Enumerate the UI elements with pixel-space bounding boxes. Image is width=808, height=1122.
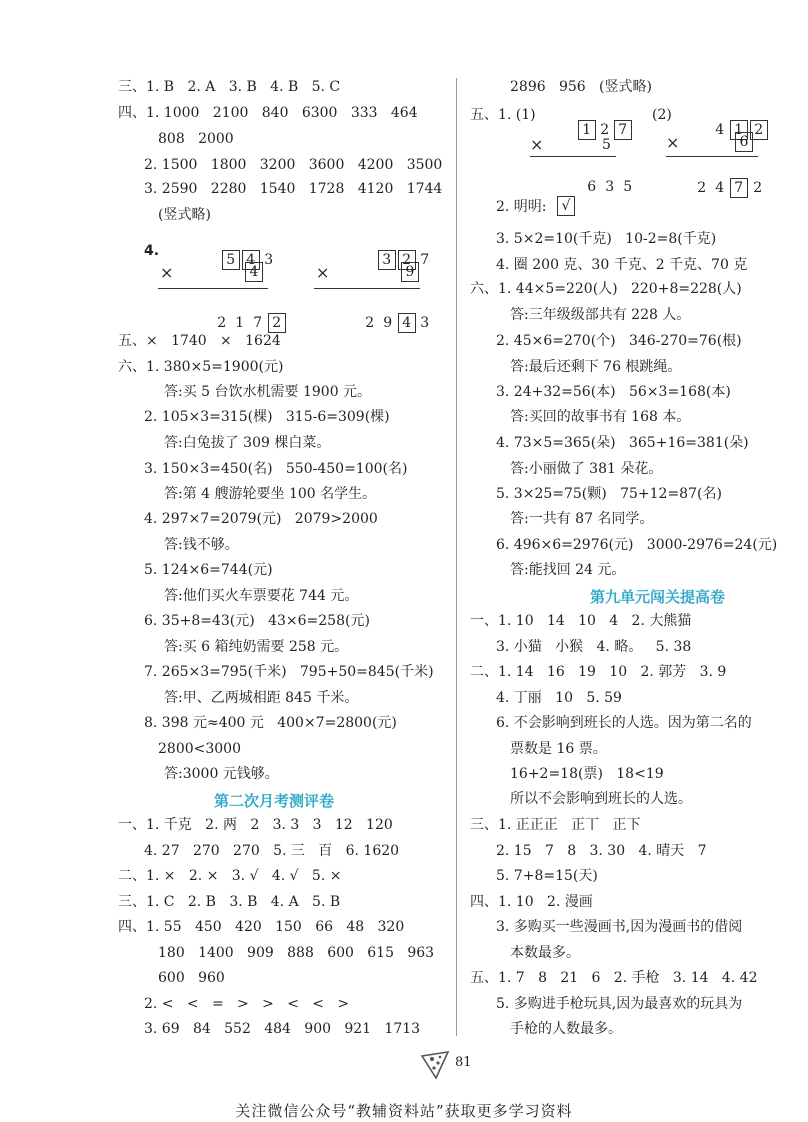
blank-box: 4 xyxy=(245,262,263,282)
answer-line: 3. 2590 2280 1540 1728 4120 1744 xyxy=(144,181,443,197)
answer-line: 3. 多购买一些漫画书,因为漫画书的借阅 xyxy=(496,919,743,935)
answer-line: 答:3000 元钱够。 xyxy=(164,766,279,782)
answer-line: 5. 多购进手枪玩具,因为最喜欢的玩具为 xyxy=(496,996,743,1012)
answer-line: 二、1. × 2. × 3. √ 4. √ 5. × xyxy=(118,868,342,884)
column-divider xyxy=(456,78,457,1036)
answer-line: 答:甲、乙两城相距 845 千米。 xyxy=(164,690,359,706)
answer-line: 答:钱不够。 xyxy=(164,537,239,553)
answer-line: 四、1. 1000 2100 840 6300 333 464 xyxy=(118,105,418,121)
answer-line: 答:白兔拔了 309 棵白菜。 xyxy=(164,435,331,451)
answer-line: 答:第 4 艘游轮要坐 100 名学生。 xyxy=(164,486,377,502)
vertical-multiplication-4 xyxy=(666,100,766,196)
section-title: 第九单元闯关提高卷 xyxy=(590,588,726,606)
blank-box: 7 xyxy=(730,178,748,198)
blank-box: 9 xyxy=(401,262,419,282)
blank-box: 4 xyxy=(398,313,416,333)
answer-line: 180 1400 909 888 600 615 963 xyxy=(158,945,435,961)
answer-line: 16+2=18(票) 18<19 xyxy=(510,766,664,782)
answer-line: 答:三年级级部共有 228 人。 xyxy=(510,307,691,323)
times-sign: × xyxy=(316,263,330,282)
answer-line: 四、1. 10 2. 漫画 xyxy=(470,894,593,910)
digit: 7 xyxy=(420,252,430,268)
rule-line xyxy=(530,156,616,157)
digit: 2 xyxy=(365,315,375,331)
section-title: 第二次月考测评卷 xyxy=(214,792,335,810)
answer-line: 4. 27 270 270 5. 三 百 6. 1620 xyxy=(144,843,400,859)
answer-line: 2800<3000 xyxy=(158,741,241,757)
answer-line: 答:能找回 24 元。 xyxy=(510,562,626,578)
answer-line: 3. 24+32=56(本) 56×3=168(本) xyxy=(496,384,731,400)
answer-line: 808 2000 xyxy=(158,131,234,147)
digit: 1 xyxy=(235,315,245,331)
answer-line: 票数是 16 票。 xyxy=(510,741,607,757)
answer-line: 2. 105×3=315(棵) 315-6=309(棵) xyxy=(144,409,390,425)
blank-box: 5 xyxy=(222,250,240,270)
answer-line: 答:小丽做了 381 朵花。 xyxy=(510,461,663,477)
check-box: √ xyxy=(557,196,575,216)
answer-line: 6. 496×6=2976(元) 3000-2976=24(元) xyxy=(496,537,778,553)
answer-line: 5. 3×25=75(颗) 75+12=87(名) xyxy=(496,486,722,502)
answer-line: 答:最后还剩下 76 根跳绳。 xyxy=(510,359,682,375)
pizza-logo-icon xyxy=(418,1048,452,1082)
answer-line: 3. 5×2=10(千克) 10-2=8(千克) xyxy=(496,231,717,247)
digit: 4 xyxy=(715,122,725,138)
times-sign: × xyxy=(666,133,680,152)
answer-line: 2. 明明: xyxy=(496,199,547,215)
digit: 5 xyxy=(602,137,611,153)
answer-line: 3. 150×3=450(名) 550-450=100(名) xyxy=(144,461,408,477)
answer-line: 一、1. 10 14 10 4 2. 大熊猫 xyxy=(470,613,692,629)
question-number: 4. xyxy=(144,243,160,259)
digit: 2 xyxy=(600,122,610,138)
digit: 7 xyxy=(253,315,263,331)
answer-line: 一、1. 千克 2. 两 2 3. 3 3 12 120 xyxy=(118,817,393,833)
digit: 3 xyxy=(420,315,430,331)
answer-line: 8. 398 元≈400 元 400×7=2800(元) xyxy=(144,715,397,731)
answer-line: 答:买回的故事书有 168 本。 xyxy=(510,409,691,425)
answer-line: 六、1. 44×5=220(人) 220+8=228(人) xyxy=(470,281,742,297)
answer-line: 六、1. 380×5=1900(元) xyxy=(118,359,284,375)
answer-line: 三、1. 正正正 正丅 正下 xyxy=(470,817,641,833)
blank-box: 7 xyxy=(614,120,632,140)
answer-line: 2896 956 (竖式略) xyxy=(510,79,652,95)
digit: 9 xyxy=(383,315,393,331)
answer-line: 4. 73×5=365(朵) 365+16=381(朵) xyxy=(496,435,749,451)
answer-line: 6. 不会影响到班长的人选。因为第二名的 xyxy=(496,715,752,731)
rule-line xyxy=(158,288,268,289)
digit: 2 xyxy=(753,180,763,196)
answer-line: 五、1. (1) xyxy=(470,107,536,123)
answer-line: 答:他们买火车票要花 744 元。 xyxy=(164,588,359,604)
answer-line: 答:买 6 箱纯奶需要 258 元。 xyxy=(164,639,349,655)
answer-line: 600 960 xyxy=(158,970,225,986)
answer-line: 五、× 1740 × 1624 xyxy=(118,333,281,349)
answer-line: 5. 7+8=15(天) xyxy=(496,868,598,884)
answer-line: 手枪的人数最多。 xyxy=(510,1021,622,1037)
blank-box: 4 xyxy=(242,250,260,270)
digit: 3 xyxy=(264,252,274,268)
answer-line: 答:买 5 台饮水机需要 1900 元。 xyxy=(164,384,372,400)
digit: 2 xyxy=(697,180,707,196)
digit: 2 xyxy=(217,315,227,331)
digit: 6 xyxy=(587,179,597,195)
vertical-multiplication-1 xyxy=(158,230,282,331)
times-sign: × xyxy=(530,135,544,154)
answer-line: 三、1. B 2. A 3. B 4. B 5. C xyxy=(118,79,341,95)
answer-line: 2. 45×6=270(个) 346-270=76(根) xyxy=(496,333,742,349)
answer-line: 3. 69 84 552 484 900 921 1713 xyxy=(144,1021,421,1037)
answer-line: 4. 圈 200 克、30 千克、2 千克、70 克 xyxy=(496,257,748,273)
answer-line: 2. 1500 1800 3200 3600 4200 3500 xyxy=(144,157,443,173)
blank-box: 1 xyxy=(578,120,596,140)
answer-line: 四、1. 55 450 420 150 66 48 320 xyxy=(118,919,405,935)
blank-box: 6 xyxy=(735,132,753,152)
rule-line xyxy=(314,288,420,289)
blank-box: 1 xyxy=(730,120,748,140)
blank-box: 3 xyxy=(378,250,396,270)
digit: 3 xyxy=(605,179,615,195)
times-sign: × xyxy=(160,263,174,282)
answer-line: 三、1. C 2. B 3. B 4. A 5. B xyxy=(118,894,341,910)
answer-line: 3. 小猫 小猴 4. 略。 5. 38 xyxy=(496,639,692,655)
answer-line: 2. < < = > > < < > xyxy=(144,996,350,1012)
answer-line: 所以不会影响到班长的人选。 xyxy=(510,791,692,807)
blank-box: 2 xyxy=(398,250,416,270)
answer-line: 6. 35+8=43(元) 43×6=258(元) xyxy=(144,613,370,629)
answer-line: 二、1. 14 16 19 10 2. 郭芳 3. 9 xyxy=(470,664,727,680)
vertical-multiplication-3 xyxy=(530,100,633,195)
answer-line: (竖式略) xyxy=(158,207,211,223)
answer-line: 2. 15 7 8 3. 30 4. 晴天 7 xyxy=(496,843,707,859)
footer-note: 关注微信公众号“教辅资料站”获取更多学习资料 xyxy=(235,1102,573,1120)
answer-line: 4. 丁丽 10 5. 59 xyxy=(496,690,622,706)
digit: 4 xyxy=(715,180,725,196)
answer-line: 五、1. 7 8 21 6 2. 手枪 3. 14 4. 42 xyxy=(470,970,758,986)
answer-line: 7. 265×3=795(千米) 795+50=845(千米) xyxy=(144,664,434,680)
answer-line: (2) xyxy=(652,107,672,123)
page-number: 81 xyxy=(455,1055,472,1070)
answer-line: 5. 124×6=744(元) xyxy=(144,562,273,578)
answer-line: 4. 297×7=2079(元) 2079>2000 xyxy=(144,511,378,527)
rule-line xyxy=(666,156,758,157)
answer-line: 本数最多。 xyxy=(510,945,580,961)
blank-box: 2 xyxy=(750,120,768,140)
digit: 5 xyxy=(623,179,633,195)
blank-box: 2 xyxy=(268,313,286,333)
answer-line: 答:一共有 87 名同学。 xyxy=(510,511,654,527)
vertical-multiplication-2 xyxy=(314,230,434,331)
